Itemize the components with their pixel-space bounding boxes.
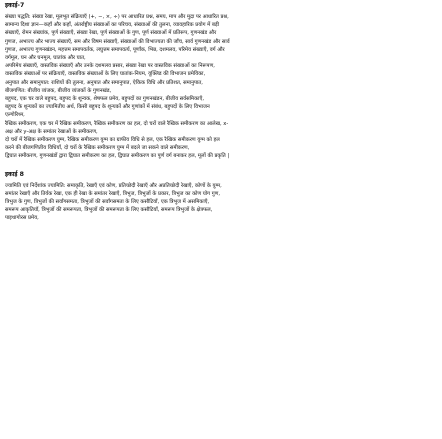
unit-8-section xyxy=(5,171,437,223)
unit-8-line: समरूप आकृतियाँ, त्रिभुजों की समरूपता, त्रिभुजों की समरूपता के लिए कसौटियाँ, समरूप त्रिभुजों के क्षेत्रफल, xyxy=(5,207,213,214)
unit-7-line: गुणज, अभाज्य गुणनखंडन, महत्तम समापवर्तक, लघुत्तम समापवर्त्य, पूर्णांक, भिन्न, दशमलव, परिमेय संख्याएँ, वर्ग और xyxy=(5,46,225,53)
unit-8-line: पाइथागोरस प्रमेय, xyxy=(5,215,39,222)
unit-7-line: गुणज, अभाज्य और भाज्य संख्याएँ, सम और विषम संख्याएँ, संख्याओं की विभाज्यता की जाँच, सार्व गुणनखंड और सार्व xyxy=(5,38,230,45)
unit-7-line: अक्ष और y-अक्ष के समांतर रेखाओं के समीकरण, xyxy=(5,128,98,135)
unit-8-line: समांतर रेखाएँ और तिर्यक रेखा, एक ही रेखा के समांतर रेखाएँ, त्रिभुज, त्रिभुजों के प्रकार, त्रिभुज का कोण योग गुण, xyxy=(5,190,221,197)
unit-7-line: बहुपद, एक चर वाले बहुपद, बहुपद के शून्यक, शेषफल प्रमेय, बहुपदों का गुणनखंडन, बीजीय सर्वसमिकाएँ, xyxy=(5,96,204,103)
unit-7-line: वास्तविक संख्याओं पर संक्रियाएँ, वास्तविक संख्याओं के लिए घातांक-नियम, यूक्लिड की विभाजन प्रमेयिका, xyxy=(5,71,206,78)
unit-8-heading: इकाई 8 xyxy=(5,170,24,178)
unit-7-section xyxy=(5,2,437,161)
unit-7-line: बहुपद के शून्यकों का ज्यामितीय अर्थ, किसी बहुपद के शून्यकों और गुणांकों में संबंध, बहुपदों के लिए विभाजन xyxy=(5,104,210,111)
unit-7-line: अनुपात और समानुपात: राशियों की तुलना, अनुपात और समानुपात, ऐकिक विधि और प्रतिशत, समानुपात, xyxy=(5,79,203,86)
unit-7-line: बीजगणित: बीजीय व्यंजक, बीजीय व्यंजकों के गुणनखंड, xyxy=(5,87,112,94)
unit-7-heading: इकाई-7 xyxy=(5,2,25,9)
unit-7-line: रैखिक समीकरण, एक चर में रैखिक समीकरण, रैखिक समीकरण का हल, दो चरों वाले रैखिक समीकरण का आलेख, x- xyxy=(5,120,229,127)
unit-7-line: द्विघात समीकरण, गुणनखंडों द्वारा द्विघात समीकरण का हल, द्विघात समीकरण का पूर्ण वर्ग बनाकर हल, मूलों की प्रकृति | xyxy=(5,153,230,160)
unit-8-line: ज्यामिति एवं निर्देशांक ज्यामिति: समाकृति, रेखाएँ एवं कोण, प्रतिच्छेदी रेखाएँ और अप्रतिच्छेदी रेखाएँ, कोणों के युग्म, xyxy=(5,182,222,189)
unit-7-line: सामान्य दिशा ज्ञान—कहाँ और कहाँ, अंतर्राष्ट्रीय संख्याओं का परिचय, संख्याओं की तुलना, व्यावहारिक प्रयोग में बड़ी xyxy=(5,22,220,29)
unit-8-line: त्रिभुज के गुण, त्रिभुजों की सर्वांगसमता, त्रिभुजों की सर्वांगसमता के लिए कसौटियाँ, एक त्रिभुज में असमिकाएँ, xyxy=(5,199,210,206)
unit-7-line: दो चरों में रैखिक समीकरण युग्म, रैखिक समीकरण युग्म का ग्राफीय विधि से हल, एक रैखिक समीकरण युग्म को हल xyxy=(5,137,220,144)
unit-7-line: वर्गमूल, घन और घनमूल, घातांक और घात, xyxy=(5,55,86,62)
unit-7-line: संख्या पद्धति: संख्या रेखा, मूलभूत संक्रियाएँ (+, −, ×, ÷) पर आधारित प्रश्न, समय, माप और मुद्रा पर आधारित प्रश्न, xyxy=(5,14,229,20)
unit-7-line: अपरिमेय संख्याएँ, वास्तविक संख्याएँ और उनके दशमलव प्रसार, संख्या रेखा पर वास्तविक संख्याओं का निरूपण, xyxy=(5,63,215,70)
unit-7-line: एल्गोरिथ्म, xyxy=(5,112,25,119)
unit-7-line: करने की बीजगणितीय विधियाँ, दो चरों के रैखिक समीकरण युग्म में बदले जा सकने वाले समीकरण, xyxy=(5,145,190,152)
unit-7-line: संख्याएँ, रोमन संख्यांक, पूर्ण संख्याएँ, संख्या रेखा, पूर्ण संख्याओं के गुण, पूर्ण संख्याओं में प्रतिरूप, गुणनखंड और xyxy=(5,30,217,37)
